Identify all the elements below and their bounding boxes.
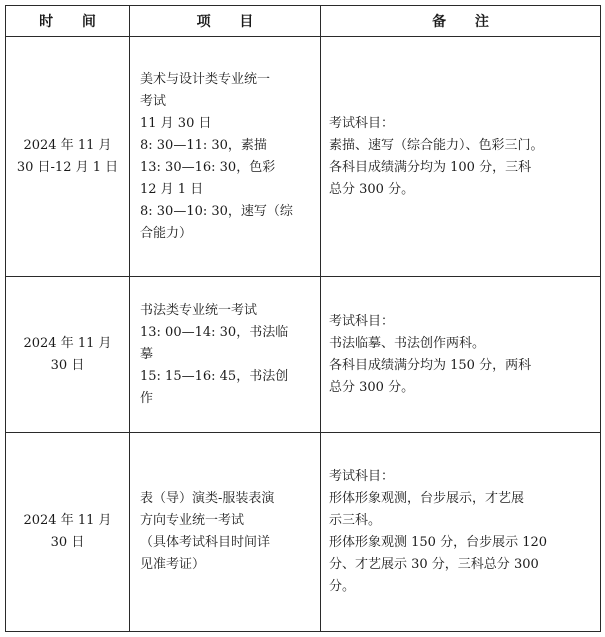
header-row: [6, 6, 601, 37]
table-row: [6, 37, 601, 277]
table-row: [6, 433, 601, 632]
item-cell: 书法类专业统一考试 13: 00—14: 30，书法临 摹 15: 15—16: 45，书法创 作: [130, 277, 321, 433]
header-item: 项 目: [130, 6, 321, 37]
time-cell: 2024 年 11 月 30 日: [6, 277, 130, 433]
note-cell: 考试科目： 形体形象观测，台步展示，才艺展 示三科。 形体形象观测 150 分，台步展示 120 分、才艺展示 30 分，三科总分 300 分。: [321, 433, 601, 632]
item-cell: 表（导）演类-服装表演 方向专业统一考试 （具体考试科目时间详 见准考证）: [130, 433, 321, 632]
note-cell: 考试科目： 素描、速写（综合能力）、色彩三门。 各科目成绩满分均为 100 分，三科 总分 300 分。: [321, 37, 601, 277]
exam-schedule-table: [5, 5, 601, 632]
time-cell: 2024 年 11 月 30 日-12 月 1 日: [6, 37, 130, 277]
table-row: [6, 277, 601, 433]
item-cell: 美术与设计类专业统一 考试 11 月 30 日 8: 30—11: 30，素描 13: 30—16: 30，色彩 12 月 1 日 8: 30—10: 30，速写（综 合能力）: [130, 37, 321, 277]
time-cell: 2024 年 11 月 30 日: [6, 433, 130, 632]
header-time: 时 间: [6, 6, 130, 37]
note-cell: 考试科目： 书法临摹、书法创作两科。 各科目成绩满分均为 150 分，两科 总分 300 分。: [321, 277, 601, 433]
header-note: 备 注: [321, 6, 601, 37]
